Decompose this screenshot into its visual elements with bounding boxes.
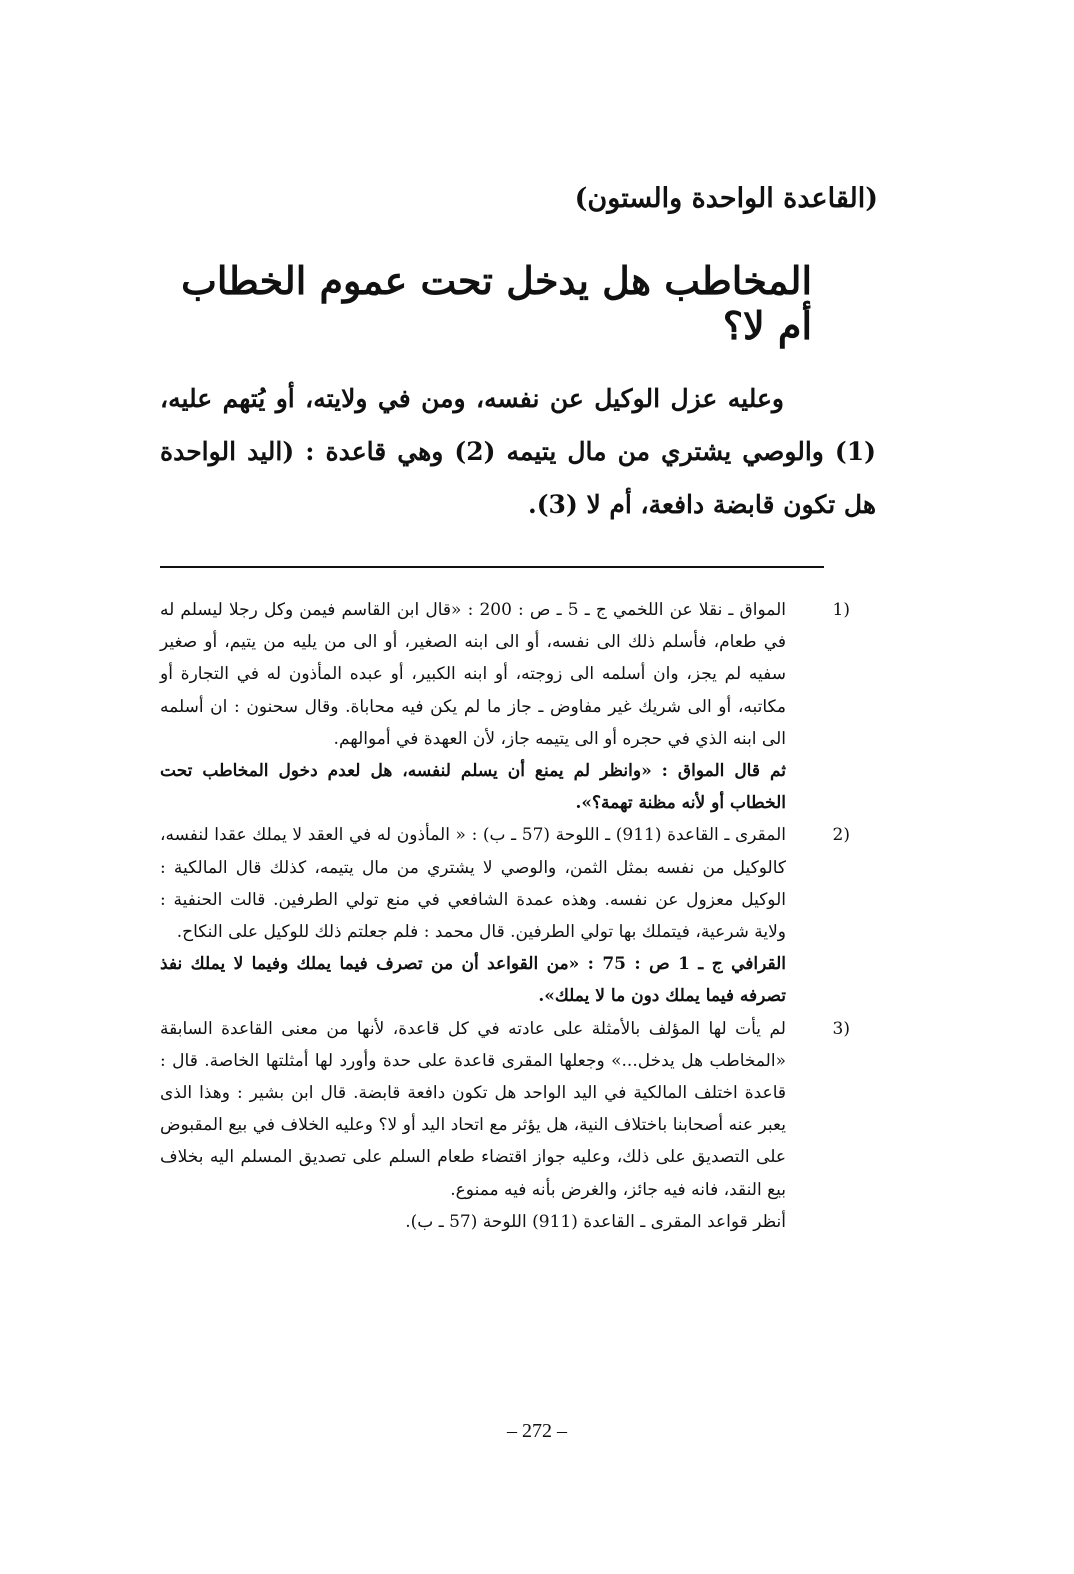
main-paragraph-text: وعليه عزل الوكيل عن نفسه، ومن في ولايته، أو يُتهم عليه، (1) والوصي يشتري من مال يتيمه (2) وهي قاعدة : (اليد الواحدة هل تكون قابضة دافعة، أم لا (3). (160, 384, 876, 519)
rule-title: المخاطب هل يدخل تحت عموم الخطاب أم لا؟ (181, 258, 812, 348)
page-number: – 272 – (507, 1420, 567, 1442)
footnotes-section (160, 594, 850, 1238)
footnote-2 (160, 819, 850, 1012)
footnote-paragraph: المقرى ـ القاعدة (911) ـ اللوحة (57 ـ ب) : « المأذون له في العقد لا يملك عقدا لنفسه، كالوكيل من نفسه بمثل الثمن، والوصي لا يشتري من مال يتيمه، كذلك قال المالكية : الوكيل معزول عن نفسه. وهذه عمدة الشافعي في منع تولي الطرفين. قالت الحنفية : ولاية شرعية، فيتملك بها تولي الطرفين. قال محمد : فلم جعلتم ذلك للوكيل على النكاح. (160, 825, 786, 943)
footnote-3 (160, 1013, 850, 1238)
footnote-divider (160, 566, 824, 568)
rule-number-heading: (القاعدة الواحدة والستون) (574, 183, 878, 214)
footnote-paragraph: القرافي ج ـ 1 ص : 75 : «من القواعد أن من تصرف فيما يملك وفيما لا يملك نفذ تصرفه فيما يملك دون ما لا يملك». (160, 954, 786, 1007)
footnote-paragraph: أنظر قواعد المقرى ـ القاعدة (911) اللوحة (57 ـ ب). (405, 1211, 786, 1232)
footnote-1 (160, 594, 850, 819)
footnote-paragraph: لم يأت لها المؤلف بالأمثلة على عادته في كل قاعدة، لأنها من معنى القاعدة السابقة «المخاطب هل يدخل...» وجعلها المقرى قاعدة على حدة وأورد لها أمثلتها الخاصة. قال : قاعدة اختلف المالكية في اليد الواحد هل تكون دافعة قابضة. قال ابن بشير : وهذا الذى يعبر عنه أصحابنا باختلاف النية، هل يؤثر مع اتحاد اليد أو لا؟ وعليه الخلاف في بيع المقبوض على التصديق على ذلك، وعليه جواز اقتضاء طعام السلم على تصديق المسلم اليه بخلاف بيع النقد، فانه فيه جائز، والغرض بأنه فيه ممنوع. (160, 1018, 786, 1200)
footnote-number: 1) (832, 600, 850, 620)
footnote-paragraph: المواق ـ نقلا عن اللخمي ج ـ 5 ـ ص : 200 : «قال ابن القاسم فيمن وكل رجلا ليسلم له في طعام، فأسلم ذلك الى نفسه، أو الى ابنه الصغير، أو الى من يليه من يتيم، أو صغير سفيه لم يجز، وان أسلمه الى زوجته، أو ابنه الكبير، أو عبده المأذون له في التجارة أو مكاتبه، أو الى شريك غير مفاوض ـ جاز ما لم يكن فيه محاباة. وقال سحنون : ان أسلمه الى ابنه الذي في حجره أو الى يتيمه جاز، لأن العهدة في أموالهم. (160, 600, 786, 749)
main-paragraph (160, 372, 876, 531)
footnote-paragraph: ثم قال المواق : «وانظر لم يمنع أن يسلم لنفسه، هل لعدم دخول المخاطب تحت الخطاب أو لأنه مظنة تهمة؟». (160, 761, 786, 814)
footnote-number: 2) (832, 825, 850, 846)
footnote-number: 3) (832, 1018, 850, 1039)
